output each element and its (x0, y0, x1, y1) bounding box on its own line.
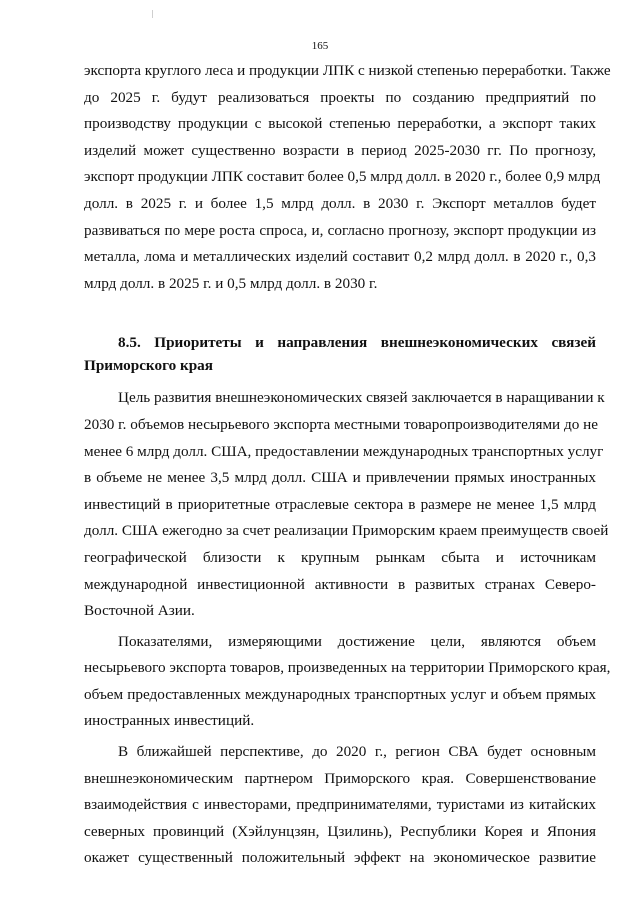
text-line: внешнеэкономическим партнером Приморского края. Совершенствование (84, 769, 596, 787)
text-line: окажет существенный положительный эффект на экономическое развитие (84, 849, 596, 867)
text-line: взаимодействия с инвесторами, предпринимателями, туристами из китайских (84, 796, 596, 814)
text-line: до 2025 г. будут реализоваться проекты по созданию предприятий по (84, 88, 596, 106)
text-line: объем предоставленных международных транспортных услуг и объем прямых (84, 685, 596, 703)
paragraph-indicators (84, 629, 611, 735)
text-line: 2030 г. объемов несырьевого экспорта местными товаропроизводителями до не (84, 415, 598, 433)
text-line: экспорт продукции ЛПК составит более 0,5 млрд долл. в 2020 г., более 0,9 млрд (84, 168, 601, 186)
text-line: долл. в 2025 г. и более 1,5 млрд долл. в 2030 г. Экспорт металлов будет (84, 194, 596, 212)
text-line: несырьевого экспорта товаров, произведенных на территории Приморского края, (84, 659, 611, 677)
page-content (84, 58, 611, 876)
text-line: долл. США ежегодно за счет реализации Приморским краем преимуществ своей (84, 522, 609, 540)
text-line: металла, лома и металлических изделий составит 0,2 млрд долл. в 2020 г., 0,3 (84, 248, 596, 266)
text-line: международной инвестиционной активности в развитых странах Северо- (84, 575, 596, 593)
paragraph-goal (84, 385, 609, 624)
text-line: северных провинций (Хэйлунцзян, Цзилинь), Республики Корея и Япония (84, 822, 596, 840)
intro-paragraph (84, 58, 611, 297)
text-line: Показателями, измеряющими достижение цели, являются объем (118, 632, 596, 650)
text-line: в объеме не менее 3,5 млрд долл. США и привлечении прямых иностранных (84, 469, 596, 487)
text-line: развиваться по мере роста спроса, и, согласно прогнозу, экспорт продукции из (84, 221, 596, 239)
text-line: экспорта круглого леса и продукции ЛПК с низкой степенью переработки. Также (84, 62, 611, 79)
page-number: 165 (311, 40, 329, 52)
text-line: производству продукции с высокой степенью переработки, а экспорт таких (84, 115, 596, 133)
text-line: изделий может существенно возрасти в период 2025-2030 гг. По прогнозу, (84, 141, 596, 159)
heading-line: Приморского края (84, 357, 213, 375)
text-line: иностранных инвестиций. (84, 712, 255, 730)
text-line: менее 6 млрд долл. США, предоставлении международных транспортных услуг (84, 442, 604, 460)
text-line: Восточной Азии. (84, 602, 195, 620)
text-line: инвестиций в приоритетные отраслевые сектора в размере не менее 1,5 млрд (84, 495, 596, 513)
text-line: географической близости к крупным рынкам сбыта и источникам (84, 548, 596, 566)
text-line: млрд долл. в 2025 г. и 0,5 млрд долл. в 2030 г. (84, 274, 378, 292)
scan-mark (152, 10, 153, 18)
text-line: В ближайшей перспективе, до 2020 г., регион СВА будет основным (118, 743, 596, 761)
section-heading (84, 331, 596, 377)
heading-line: 8.5. Приоритеты и направления внешнеэкономических связей (118, 334, 596, 352)
paragraph-partners (84, 739, 596, 872)
text-line: Цель развития внешнеэкономических связей заключается в наращивании к (118, 389, 605, 407)
